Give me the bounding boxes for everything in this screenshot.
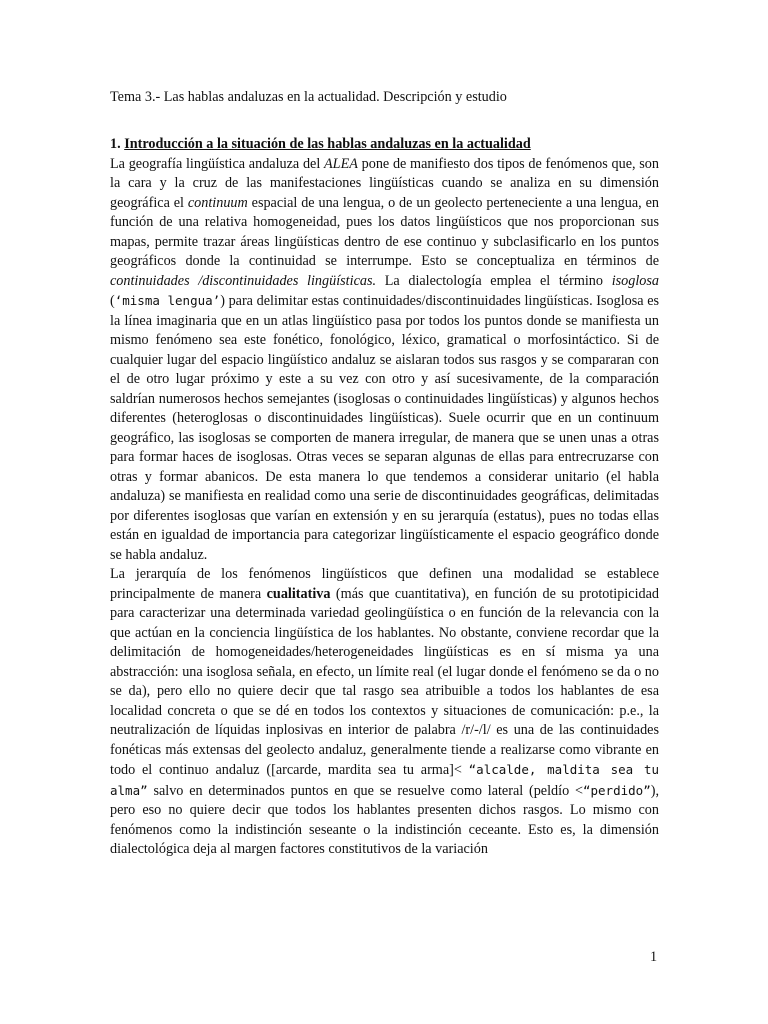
p2-text-2: (más que cuantitativa), en función de su prototipicidad para caracterizar una determinada variedad geolingüística o en función de la relevancia con la que actúan en la conciencia lingüística de los hablantes. No obstante, conviene recordar que la delimitación de homogeneidades/heterogeneidades lingüísticas es en sí misma ya una abstracción: una isoglosa señala, en efecto, un límite real (el lugar donde el fenómeno se da o no se da), pero ello no quiere decir que tal rasgo sea atribuible a todos los hablantes de esa localidad concreta o que se dé en todos los contextos y situaciones de comunicación: p.e., la neutralización de líquidas inplosivas en interior de palabra /r/-/l/ es una de las continuidades fonéticas más extensas del geolecto andaluz, generalmente tiende a realizarse como vibrante en todo el continuo andaluz ([arcarde, mardita sea tu arma]< [110,585,659,778]
p2-text-4: ), pero eso no quiere decir que todos los hablantes presenten dichos rasgos. Lo mismo con fenómenos como la indistinción seseante o la indistinción ceceante. Esto es, la dimensión dialectológica deja al margen factores constitutivos de la variación [110,782,659,857]
p2-quote-2: “perdido” [582,782,651,798]
p2-term-cualitativa: cualitativa [266,585,331,602]
section-heading [110,135,659,155]
p1-gloss: ‘misma lengua’ [114,293,221,308]
document-body [110,135,659,860]
document-title: Tema 3.- Las hablas andaluzas en la actualidad. Descripción y estudio [110,89,507,105]
paragraph-2 [110,565,659,860]
section-title: Introducción a la situación de las hablas andaluzas en la actualidad [124,136,531,152]
section-number: 1. [110,136,121,152]
p1-text-2: pone de manifiesto dos tipos de fenómenos que, son la cara y la cruz de las manifestaciones lingüísticas cuando se analiza en su dimensión geográfica el [110,155,659,211]
p1-text-6: ) para delimitar estas continuidades/discontinuidades lingüísticas. Isoglosa es la línea imaginaria que en un atlas lingüístico pasa por todos los puntos donde se manifiesta un mismo fenómeno sea este fonético, fonológico, léxico, gramatical o morfosintáctico. Si de cualquier lugar del espacio lingüístico andaluz se aislaran todos sus rasgos y se compararan con el de otro lugar próximo y este a su vez con otro y así sucesivamente, de la comparación saldrían numerosos hechos semejantes (isoglosas o continuidades lingüísticas) y algunos hechos diferentes (heteroglosas o discontinuidades lingüísticas). Suele ocurrir que en un continuum geográfico, las isoglosas se comporten de manera irregular, de manera que se unen unas a otras para formar haces de isoglosas. Otras veces se separan algunas de ellas para entrecruzarse con otras y formar abanicos. De esta manera lo que tendemos a considerar unitario (el habla andaluza) se manifiesta en realidad como una serie de discontinuidades geográficas, delimitadas por diferentes isoglosas que varían en extensión y en su jerarquía (estatus), pues no todas ellas están en igualdad de importancia para categorizar lingüísticamente el espacio geográfico donde se habla andaluz. [110,293,660,563]
p1-term-alea: ALEA [324,155,358,172]
p1-text-5: ( [110,293,115,309]
p2-quote-1: “alcalde, maldita sea tu alma” [110,762,659,798]
p1-text-4: La dialectología emplea el término [376,272,612,289]
p1-term-continuidades: continuidades /discontinuidades lingüísticas. [110,272,377,289]
p2-text-1: La jerarquía de los fenómenos lingüísticos que definen una modalidad se establece principalmente de manera [110,566,659,602]
p1-text-1: La geografía lingüística andaluza del [110,155,325,172]
p1-term-isoglosa: isoglosa [611,272,659,289]
paragraph-1 [110,155,659,566]
p1-term-continuum: continuum [187,194,248,211]
p2-text-3: salvo en determinados puntos en que se resuelve como lateral (peldío < [147,782,583,799]
p1-text-3: espacial de una lengua, o de un geolecto perteneciente a una lengua, en función de una relativa homogeneidad, pues los datos lingüísticos que nos proporcionan sus mapas, permite trazar áreas lingüísticas dentro de ese continuo y subclasificarlo en los puntos geográficos donde la continuidad se interrumpe. Esto se conceptualiza en términos de [110,194,659,269]
page-number: 1 [650,949,658,965]
